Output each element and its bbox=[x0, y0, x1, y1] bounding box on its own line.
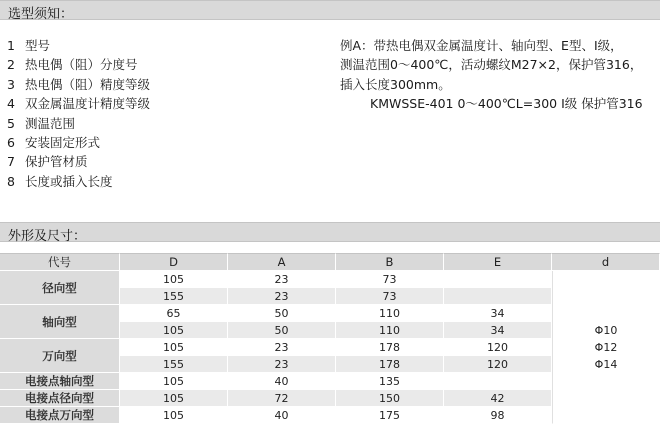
item-number: 2 bbox=[7, 57, 15, 73]
table-cell: 175 bbox=[336, 407, 444, 424]
example-text bbox=[340, 36, 643, 114]
table-cell bbox=[444, 271, 552, 288]
table-cell: 23 bbox=[228, 288, 336, 305]
table-cell: 73 bbox=[336, 271, 444, 288]
table-cell: 34 bbox=[444, 322, 552, 339]
list-item bbox=[7, 133, 150, 152]
d-column bbox=[552, 271, 660, 424]
list-item bbox=[7, 94, 150, 113]
table-cell: 23 bbox=[228, 271, 336, 288]
d-values bbox=[553, 322, 659, 373]
item-number: 1 bbox=[7, 38, 15, 53]
list-item bbox=[7, 152, 150, 171]
type-name: 电接点径向型 bbox=[0, 390, 120, 407]
section-header-selection bbox=[0, 0, 660, 20]
section-header-dimensions bbox=[0, 222, 660, 242]
example-model-code: KMWSSE-401 0～400℃L=300 Ⅰ级 保护管316 bbox=[370, 96, 643, 112]
table-cell: 72 bbox=[228, 390, 336, 407]
item-label: 保护管材质 bbox=[24, 154, 88, 170]
section-title: 外形及尺寸： bbox=[8, 229, 87, 244]
column-header: B bbox=[336, 253, 444, 271]
type-name: 电接点万向型 bbox=[0, 407, 120, 424]
table-cell: 42 bbox=[444, 390, 552, 407]
item-label: 热电偶（阻）精度等级 bbox=[24, 76, 150, 92]
table-cell: 150 bbox=[336, 390, 444, 407]
table-cell: 105 bbox=[120, 339, 228, 356]
list-item bbox=[7, 55, 150, 74]
item-label: 测温范围 bbox=[24, 115, 75, 131]
item-label: 长度或插入长度 bbox=[24, 173, 113, 189]
table-cell: 155 bbox=[120, 288, 228, 305]
dimensions-table bbox=[0, 253, 660, 424]
table-cell: 110 bbox=[336, 322, 444, 339]
table-cell: 120 bbox=[444, 356, 552, 373]
table-cell: 23 bbox=[228, 339, 336, 356]
list-item bbox=[7, 36, 150, 55]
item-label: 双金属温度计精度等级 bbox=[24, 96, 150, 112]
table-cell: 178 bbox=[336, 356, 444, 373]
type-name: 电接点轴向型 bbox=[0, 373, 120, 390]
table-cell: 73 bbox=[336, 288, 444, 305]
table-cell: 40 bbox=[228, 407, 336, 424]
item-number: 6 bbox=[7, 134, 15, 150]
example-line: 插入长度300mm。 bbox=[340, 76, 451, 92]
table-cell: 155 bbox=[120, 356, 228, 373]
type-name: 轴向型 bbox=[0, 305, 120, 339]
item-number: 8 bbox=[7, 173, 15, 189]
table-header-row bbox=[0, 253, 660, 271]
d-value: Φ12 bbox=[594, 340, 618, 354]
type-name: 径向型 bbox=[0, 271, 120, 305]
table-cell: 135 bbox=[336, 373, 444, 390]
list-item bbox=[7, 172, 150, 191]
example-line: 测温范围0～400℃，活动螺纹M27×2，保护管316， bbox=[340, 57, 643, 73]
item-label: 型号 bbox=[24, 38, 50, 53]
example-line: 例A：带热电偶双金属温度计、轴向型、E型、Ⅰ级， bbox=[340, 38, 623, 53]
column-header: 代号 bbox=[0, 253, 120, 271]
list-item bbox=[7, 75, 150, 94]
table-cell: 105 bbox=[120, 322, 228, 339]
list-item bbox=[7, 114, 150, 133]
column-header: d bbox=[552, 253, 660, 271]
table-cell: 105 bbox=[120, 271, 228, 288]
column-header: A bbox=[228, 253, 336, 271]
table-cell bbox=[444, 288, 552, 305]
table-cell: 178 bbox=[336, 339, 444, 356]
item-label: 安装固定形式 bbox=[24, 134, 100, 150]
table-cell: 105 bbox=[120, 390, 228, 407]
table-cell: 34 bbox=[444, 305, 552, 322]
column-header: E bbox=[444, 253, 552, 271]
table-cell: 98 bbox=[444, 407, 552, 424]
table-cell: 40 bbox=[228, 373, 336, 390]
item-number: 3 bbox=[7, 76, 15, 92]
table-cell: 105 bbox=[120, 407, 228, 424]
table-cell: 50 bbox=[228, 305, 336, 322]
d-value: Φ14 bbox=[594, 357, 618, 371]
table-cell: 105 bbox=[120, 373, 228, 390]
table-cell: 110 bbox=[336, 305, 444, 322]
item-label: 热电偶（阻）分度号 bbox=[24, 57, 138, 73]
column-header: D bbox=[120, 253, 228, 271]
table-cell: 65 bbox=[120, 305, 228, 322]
table-cell: 120 bbox=[444, 339, 552, 356]
item-number: 5 bbox=[7, 115, 15, 131]
section-title: 选型须知： bbox=[8, 7, 74, 22]
table-cell: 23 bbox=[228, 356, 336, 373]
type-name: 万向型 bbox=[0, 339, 120, 373]
d-value: Φ10 bbox=[594, 323, 618, 337]
table-cell bbox=[444, 373, 552, 390]
item-number: 4 bbox=[7, 96, 15, 112]
selection-list bbox=[7, 36, 150, 191]
table-cell: 50 bbox=[228, 322, 336, 339]
table-row bbox=[0, 271, 660, 288]
item-number: 7 bbox=[7, 154, 15, 170]
